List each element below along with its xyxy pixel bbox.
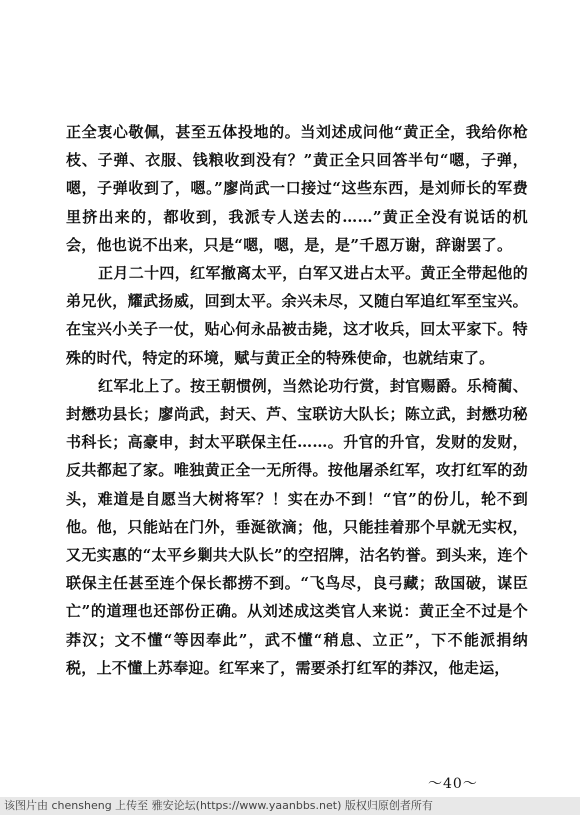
watermark-footer-text: 该图片由 chensheng 上传至 雅安论坛(https://www.yaanbbs.net) 版权归原创者所有 — [4, 799, 433, 812]
paragraph-rewards: 红军北上了。按王朝惯例，当然论功行赏，封官赐爵。乐椅蔺、封懋功县长；廖尚武，封天、芦、宝联访大队长；陈立武，封懋功秘书科长；高豪申，封太平联保主任……。升官的升官，发财的发财，反共都起了家。唯独黄正全一无所得。按他屠杀红军，攻打红军的劲头，难道是自愿当大树将军？！实在办不到！“官”的份儿，轮不到他。他，只能站在门外，垂涎欲滴；他，只能挂着那个早就无实权，又无实惠的“太平乡剿共大队长”的空招牌，沽名钓誉。到头来，连个联保主任甚至连个保长都捞不到。“飞鸟尽，良弓藏；敌国破，谋臣亡”的道理也还部份正确。从刘述成这类官人来说：黄正全不过是个莽汉；文不懂“等因奉此”，武不懂“稍息、立正”，下不能派捐纳税，上不懂上苏奉迎。红军来了，需要杀打红军的莽汉，他走运， — [66, 376, 528, 677]
paragraph-retreat: 正月二十四，红军撤离太平，白军又进占太平。黄正全带起他的弟兄伙，耀武扬威，回到太平。余兴未尽，又随白军追红军至宝兴。在宝兴小关子一仗，贴心何永品被击毙，这才收兵，回太平家下。特殊的时代，特定的环境，赋与黄正全的特殊使命，也就结束了。 — [66, 264, 528, 367]
page-number: ～40～ — [428, 776, 478, 792]
paragraph-continued: 正全衷心敬佩，甚至五体投地的。当刘述成问他“黄正全，我给你枪枝、子弹、衣服、钱粮收到没有？”黄正全只回答半句“嗯，子弹，嗯，子弹收到了，嗯。”廖尚武一口接过“这些东西，是刘师长的军费里挤出来的，都收到，我派专人送去的……”黄正全没有说话的机会，他也说不出来，只是“嗯，嗯，是，是”千恩万谢，辞谢罢了。 — [66, 123, 528, 254]
body-text — [66, 118, 528, 682]
watermark-footer-bar — [0, 797, 580, 815]
